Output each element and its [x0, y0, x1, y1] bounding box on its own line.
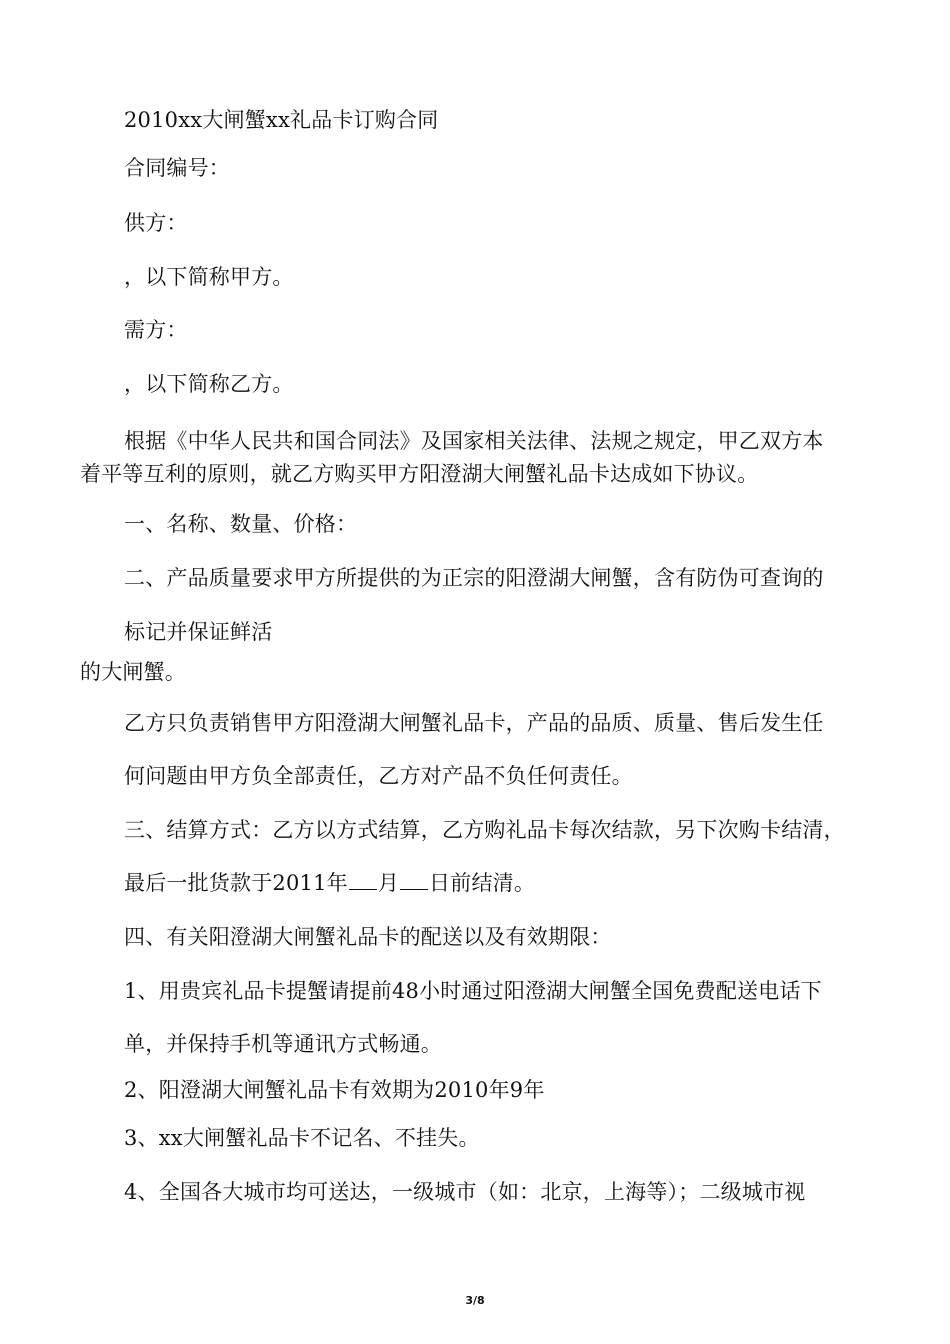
section-2-line-3: 的大闸蟹。 — [80, 660, 186, 684]
item-4: 4、全国各大城市均可送达，一级城市（如：北京，上海等）；二级城市视 — [124, 1180, 806, 1204]
liability-line-1: 乙方只负责销售甲方阳澄湖大闸蟹礼品卡，产品的品质、质量、售后发生任 — [124, 711, 824, 735]
settlement-month-label: 月 — [377, 871, 400, 895]
section-3-line-2 — [124, 869, 535, 897]
page-number: 3/8 — [465, 1294, 485, 1307]
day-blank — [400, 869, 428, 890]
liability-line-2: 何问题由甲方负全部责任，乙方对产品不负任何责任。 — [124, 764, 633, 788]
section-2-line-1: 二、产品质量要求甲方所提供的为正宗的阳澄湖大闸蟹，含有防伪可查询的 — [124, 566, 824, 590]
section-2-line-2: 标记并保证鲜活 — [124, 620, 273, 644]
settlement-date-prefix: 最后一批货款于2011年 — [124, 871, 348, 895]
section-1-heading: 一、名称、数量、价格： — [124, 512, 358, 536]
supplier-label: 供方： — [124, 211, 188, 235]
item-3: 3、xx大闸蟹礼品卡不记名、不挂失。 — [124, 1126, 480, 1150]
item-1-line-1: 1、用贵宾礼品卡提蟹请提前48小时通过阳澄湖大闸蟹全国免费配送电话下 — [124, 979, 822, 1003]
buyer-label: 需方： — [124, 318, 188, 342]
section-4-heading: 四、有关阳澄湖大闸蟹礼品卡的配送以及有效期限： — [124, 925, 612, 949]
section-3-line-1: 三、结算方式：乙方以方式结算，乙方购礼品卡每次结款，另下次购卡结清， — [124, 818, 845, 842]
preamble-line-1: 根据《中华人民共和国合同法》及国家相关法律、法规之规定，甲乙双方本 — [124, 429, 824, 453]
contract-number-label: 合同编号： — [124, 156, 230, 180]
settlement-date-suffix: 日前结清。 — [429, 871, 536, 895]
preamble-line-2: 着平等互利的原则，就乙方购买甲方阳澄湖大闸蟹礼品卡达成如下协议。 — [80, 462, 759, 486]
buyer-alias: ，以下简称乙方。 — [124, 372, 294, 396]
item-2: 2、阳澄湖大闸蟹礼品卡有效期为2010年9年 — [124, 1078, 545, 1102]
month-blank — [349, 869, 377, 890]
contract-title: 2010xx大闸蟹xx礼品卡订购合同 — [124, 108, 439, 132]
item-1-line-2: 单，并保持手机等通讯方式畅通。 — [124, 1032, 442, 1056]
supplier-alias: ，以下简称甲方。 — [124, 265, 294, 289]
